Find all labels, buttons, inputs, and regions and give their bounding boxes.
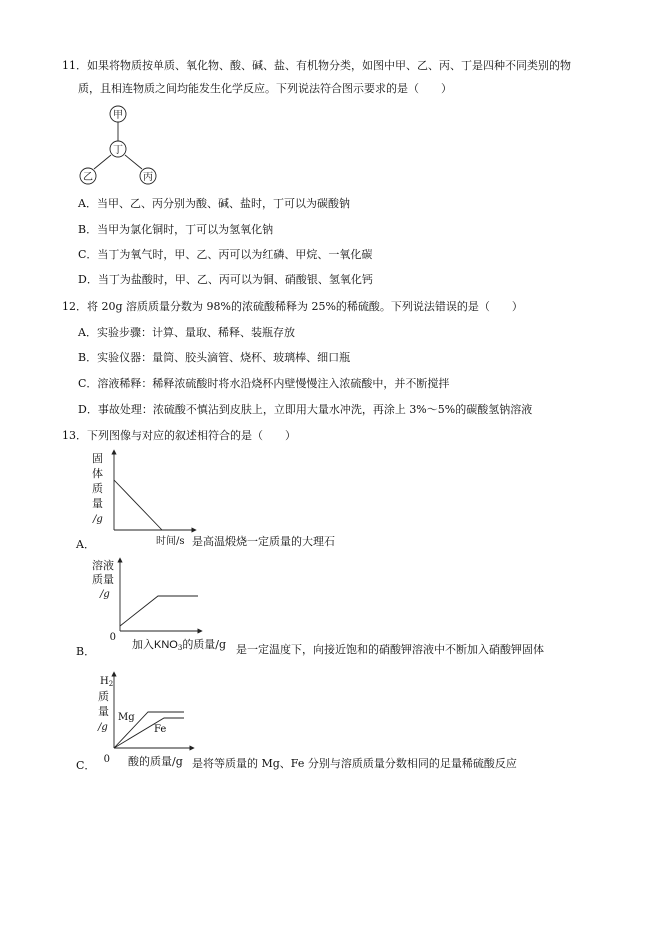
q13-option-b-desc: 是一定温度下，向接近饱和的硝酸钾溶液中不断加入硝酸钾固体 xyxy=(236,643,544,656)
q13-graph-c xyxy=(88,670,198,770)
graph-b-ylabel-0: 溶液 xyxy=(92,559,114,572)
q11-option-d: D．当丁为盐酸时，甲、乙、丙可以为铜、硝酸银、氢氧化钙 xyxy=(78,273,373,286)
graph-a-ylabel-4: /g xyxy=(93,514,103,525)
q11-option-a: A．当甲、乙、丙分别为酸、碱、盐时，丁可以为碳酸钠 xyxy=(78,197,350,210)
q11-option-c: C．当丁为氧气时，甲、乙、丙可以为红磷、甲烷、一氧化碳 xyxy=(78,248,373,261)
graph-a-xlabel: 时间/s xyxy=(156,536,185,547)
graph-a-ylabel-3: 量 xyxy=(92,497,103,510)
graph-a-line xyxy=(114,480,162,530)
graph-b-xlabel: 加入KNO3的质量/g xyxy=(132,638,227,652)
diagram-node-ding: 丁 xyxy=(113,145,123,156)
q13-graph-a xyxy=(90,448,200,548)
q13-option-c-letter: C． xyxy=(76,759,96,772)
q11-option-b: B．当甲为氯化铜时，丁可以为氢氧化钠 xyxy=(78,223,274,236)
graph-c-ylabel-h2: $H_2$ xyxy=(100,676,114,688)
q13-option-b-letter: B． xyxy=(76,645,96,658)
q13-option-a-letter: A． xyxy=(76,538,95,551)
q13-stem: 13．下列图像与对应的叙述相符合的是（ ） xyxy=(62,429,296,442)
graph-b-line xyxy=(120,596,198,626)
q12-option-a: A．实验步骤：计算、量取、稀释、装瓶存放 xyxy=(78,326,295,339)
graph-a-ylabel-2: 质 xyxy=(92,482,103,495)
diagram-node-bing: 丙 xyxy=(143,172,153,183)
graph-c-ylabel-2: /g xyxy=(98,722,108,733)
diagram-node-yi: 乙 xyxy=(83,172,93,183)
graph-c-series-fe: Fe xyxy=(154,724,167,735)
graph-a-ylabel-0: 固 xyxy=(92,452,103,465)
q12-option-d: D．事故处理：浓硫酸不慎沾到皮肤上，立即用大量水冲洗，再涂上 3%～5%的碳酸氢钠溶液 xyxy=(78,403,533,416)
diagram-node-jia: 甲 xyxy=(113,110,123,121)
graph-a-ylabel-1: 体 xyxy=(92,467,103,480)
q11-relation-diagram xyxy=(75,103,165,189)
q12-stem: 12．将 20g 溶质质量分数为 98%的浓硫酸稀释为 25%的稀硫酸。下列说法错误的是（ ） xyxy=(62,300,523,313)
graph-c-origin: 0 xyxy=(103,754,110,765)
graph-c-xlabel: 酸的质量/g xyxy=(128,755,183,768)
q13-graph-b xyxy=(88,556,238,654)
q11-stem-line2: 质，且相连物质之间均能发生化学反应。下列说法符合图示要求的是（ ） xyxy=(78,82,452,95)
q12-option-b: B．实验仪器：量筒、胶头滴管、烧杯、玻璃棒、细口瓶 xyxy=(78,351,351,364)
graph-b-ylabel-2: /g xyxy=(100,589,110,600)
graph-b-origin: 0 xyxy=(109,632,116,643)
graph-c-ylabel-1: 量 xyxy=(98,705,109,718)
q13-option-a-desc: 是高温煅烧一定质量的大理石 xyxy=(192,535,335,548)
graph-c-ylabel-0: 质 xyxy=(98,690,109,703)
q11-stem-line1: 11．如果将物质按单质、氧化物、酸、碱、盐、有机物分类，如图中甲、乙、丙、丁是四种不同类别的物 xyxy=(62,59,571,72)
q13-option-c-desc: 是将等质量的 Mg、Fe 分别与溶质质量分数相同的足量稀硫酸反应 xyxy=(192,757,517,770)
graph-c-series-mg: Mg xyxy=(118,712,135,723)
graph-b-ylabel-1: 质量 xyxy=(92,573,114,586)
q12-option-c: C．溶液稀释：稀释浓硫酸时将水沿烧杯内壁慢慢注入浓硫酸中，并不断搅拌 xyxy=(78,377,450,390)
